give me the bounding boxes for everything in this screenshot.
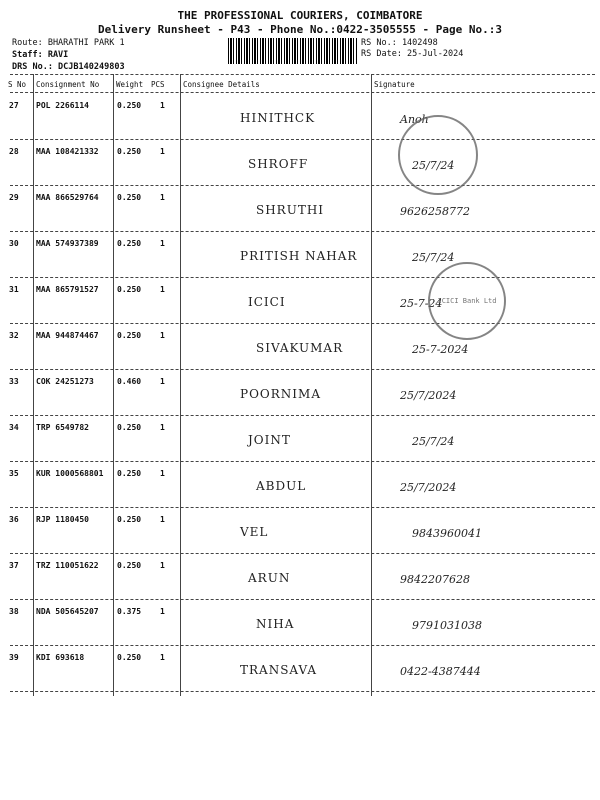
col-divider	[180, 74, 181, 696]
row-consignee-handwritten: TRANSAVA	[240, 663, 318, 677]
row-signature: 25/7/2024	[400, 481, 457, 494]
row-consignment-no: POL 2266114	[36, 101, 89, 110]
rs-date: RS Date: 25-Jul-2024	[361, 49, 464, 59]
row-sno: 34	[9, 423, 19, 432]
row-consignee-handwritten: VEL	[240, 525, 269, 539]
row-consignee-handwritten: ICICI	[248, 295, 286, 309]
row-signature: 25-7-2024	[412, 343, 469, 356]
row-consignment-no: MAA 944874467	[36, 331, 99, 340]
row-consignee-handwritten: ARUN	[248, 571, 291, 585]
row-pcs: 1	[160, 607, 165, 616]
row-signature: 9842207628	[400, 573, 470, 586]
row-sno: 32	[9, 331, 19, 340]
row-weight: 0.250	[117, 331, 142, 340]
row-consignment-no: MAA 108421332	[36, 147, 99, 156]
row-signature: 25/7/2024	[400, 389, 457, 402]
row-pcs: 1	[160, 147, 165, 156]
col-signature-header: Signature	[374, 80, 415, 89]
icici-stamp: ICICI Bank Ltd	[428, 262, 506, 340]
row-signature: 25/7/24	[412, 435, 455, 448]
row-weight: 0.250	[117, 469, 142, 478]
row-separator	[10, 139, 595, 140]
row-sno: 33	[9, 377, 19, 386]
col-sno-header: S No	[8, 80, 27, 89]
row-pcs: 1	[160, 653, 165, 662]
row-weight: 0.460	[117, 377, 142, 386]
row-pcs: 1	[160, 515, 165, 524]
row-consignee-handwritten: SHROFF	[248, 157, 309, 171]
route-label: Route: BHARATHI PARK 1	[12, 38, 125, 48]
drs-number: DRS No.: DCJB140249803	[12, 62, 125, 72]
row-consignee-handwritten: NIHA	[256, 617, 295, 631]
row-consignee-handwritten: SIVAKUMAR	[256, 341, 344, 355]
document-title: THE PROFESSIONAL COURIERS, COIMBATORE	[177, 9, 423, 22]
row-signature: Anoh	[400, 113, 429, 126]
row-separator	[10, 553, 595, 554]
row-separator	[10, 645, 595, 646]
col-divider	[33, 74, 34, 696]
row-signature: 0422-4387444	[400, 665, 481, 678]
staff-label: Staff: RAVI	[12, 50, 69, 60]
row-sno: 36	[9, 515, 19, 524]
row-sno: 29	[9, 193, 19, 202]
row-separator	[10, 277, 595, 278]
col-divider	[113, 74, 114, 696]
row-weight: 0.250	[117, 193, 142, 202]
row-consignment-no: COK 24251273	[36, 377, 94, 386]
row-pcs: 1	[160, 101, 165, 110]
row-separator	[10, 231, 595, 232]
row-consignee-handwritten: POORNIMA	[240, 387, 321, 401]
row-weight: 0.250	[117, 561, 142, 570]
row-consignment-no: MAA 574937389	[36, 239, 99, 248]
row-weight: 0.250	[117, 239, 142, 248]
row-pcs: 1	[160, 423, 165, 432]
row-pcs: 1	[160, 285, 165, 294]
col-pcs-header: PCS	[151, 80, 165, 89]
row-consignment-no: MAA 865791527	[36, 285, 99, 294]
row-sno: 31	[9, 285, 19, 294]
row-sno: 27	[9, 101, 19, 110]
row-pcs: 1	[160, 469, 165, 478]
row-consignee-handwritten: HINITHCK	[240, 111, 316, 125]
row-separator	[10, 185, 595, 186]
row-consignee-handwritten: JOINT	[248, 433, 291, 447]
row-separator	[10, 691, 595, 692]
col-consignee-header: Consignee Details	[183, 80, 260, 89]
col-divider	[371, 74, 372, 696]
row-sno: 37	[9, 561, 19, 570]
row-weight: 0.250	[117, 515, 142, 524]
row-pcs: 1	[160, 377, 165, 386]
row-sno: 28	[9, 147, 19, 156]
row-signature: 25/7/24	[412, 251, 455, 264]
row-weight: 0.250	[117, 285, 142, 294]
row-separator	[10, 599, 595, 600]
row-consignment-no: RJP 1180450	[36, 515, 89, 524]
row-signature: 9791031038	[412, 619, 482, 632]
row-separator	[10, 461, 595, 462]
row-weight: 0.250	[117, 101, 142, 110]
row-separator	[10, 369, 595, 370]
row-pcs: 1	[160, 331, 165, 340]
row-sno: 38	[9, 607, 19, 616]
row-sno: 30	[9, 239, 19, 248]
row-weight: 0.250	[117, 423, 142, 432]
row-pcs: 1	[160, 561, 165, 570]
rs-number: RS No.: 1402498	[361, 38, 438, 48]
row-weight: 0.250	[117, 147, 142, 156]
row-separator	[10, 415, 595, 416]
row-consignee-handwritten: ABDUL	[256, 479, 307, 493]
row-signature: 9843960041	[412, 527, 482, 540]
row-signature: 25-7-24	[400, 297, 443, 310]
row-consignee-handwritten: PRITISH NAHAR	[240, 249, 358, 263]
col-weight-header: Weight	[116, 80, 144, 89]
row-separator	[10, 507, 595, 508]
row-signature: 25/7/24	[412, 159, 455, 172]
row-consignment-no: TRP 6549782	[36, 423, 89, 432]
row-sno: 35	[9, 469, 19, 478]
row-consignment-no: NDA 505645207	[36, 607, 99, 616]
row-consignment-no: KUR 1000568801	[36, 469, 104, 478]
runsheet-subtitle: Delivery Runsheet - P43 - Phone No.:0422-3505555 - Page No.:3	[98, 23, 502, 36]
delivery-stamp	[398, 115, 478, 195]
header-top-rule	[10, 74, 595, 75]
row-sno: 39	[9, 653, 19, 662]
row-separator	[10, 323, 595, 324]
col-consignment-header: Consignment No	[36, 80, 100, 89]
row-weight: 0.250	[117, 653, 142, 662]
barcode	[228, 38, 358, 64]
row-consignment-no: MAA 866529764	[36, 193, 99, 202]
row-consignee-handwritten: SHRUTHI	[256, 203, 325, 217]
row-signature: 9626258772	[400, 205, 470, 218]
row-pcs: 1	[160, 239, 165, 248]
row-consignment-no: TRZ 110051622	[36, 561, 99, 570]
header-bottom-rule	[10, 92, 595, 93]
row-pcs: 1	[160, 193, 165, 202]
row-weight: 0.375	[117, 607, 142, 616]
row-consignment-no: KDI 693618	[36, 653, 85, 662]
